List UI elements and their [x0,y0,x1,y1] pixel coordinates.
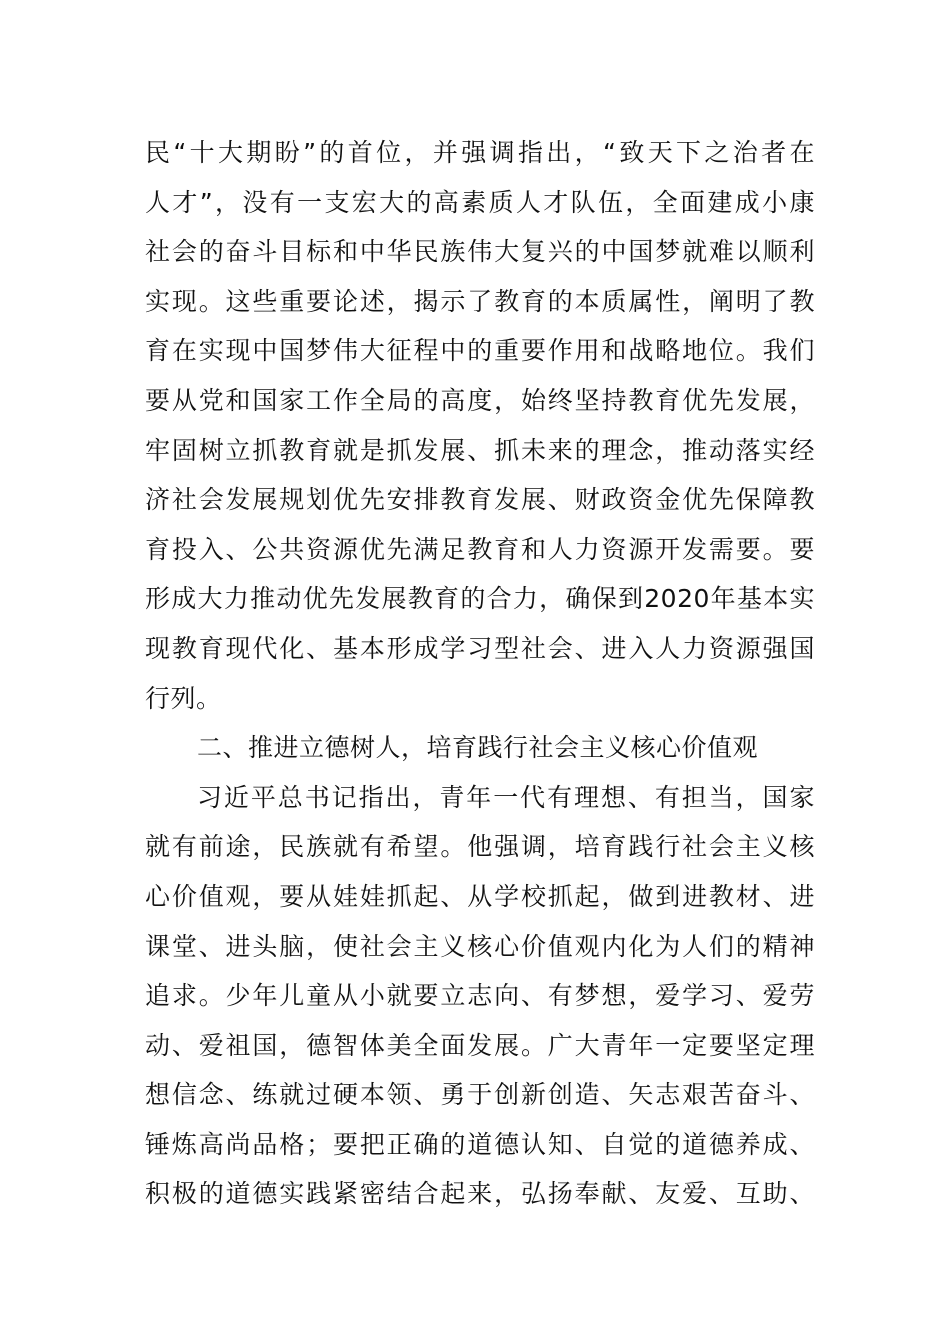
text-line: 育投入、公共资源优先满足教育和人力资源开发需要。要 [145,534,815,564]
text-line: 课堂、进头脑，使社会主义核心价值观内化为人们的精神 [145,931,815,961]
text-line: 追求。少年儿童从小就要立志向、有梦想，爱学习、爱劳 [145,981,815,1011]
text-line: 积极的道德实践紧密结合起来，弘扬奉献、友爱、互助、 [145,1179,815,1209]
text-line: 社会的奋斗目标和中华民族伟大复兴的中国梦就难以顺利 [145,237,815,267]
text-line: 人才”，没有一支宏大的高素质人才队伍，全面建成小康 [145,187,815,217]
document-body [145,128,815,1219]
text-line: 就有前途，民族就有希望。他强调，培育践行社会主义核 [145,832,815,862]
section-heading: 二、推进立德树人，培育践行社会主义核心价值观 [197,733,759,763]
text-line: 想信念、练就过硬本领、勇于创新创造、矢志艰苦奋斗、 [145,1080,815,1110]
text-line: 济社会发展规划优先安排教育发展、财政资金优先保障教 [145,485,815,515]
text-line: 现教育现代化、基本形成学习型社会、进入人力资源强国 [145,633,815,663]
text-line: 心价值观，要从娃娃抓起、从学校抓起，做到进教材、进 [145,881,815,911]
text-line: 实现。这些重要论述，揭示了教育的本质属性，阐明了教 [145,286,815,316]
paragraph-2 [145,773,815,1219]
text-line: 习近平总书记指出，青年一代有理想、有担当，国家 [197,782,815,812]
text-line: 民“十大期盼”的首位，并强调指出，“致天下之治者在 [145,138,815,167]
paragraph-1 [145,128,815,723]
text-line: 育在实现中国梦伟大征程中的重要作用和战略地位。我们 [145,336,815,366]
text-line: 形成大力推动优先发展教育的合力，确保到2020年基本实 [145,584,815,614]
text-line: 要从党和国家工作全局的高度，始终坚持教育优先发展， [145,385,815,415]
text-line: 牢固树立抓教育就是抓发展、抓未来的理念，推动落实经 [145,435,815,465]
text-line: 锤炼高尚品格；要把正确的道德认知、自觉的道德养成、 [145,1129,815,1159]
text-line: 动、爱祖国，德智体美全面发展。广大青年一定要坚定理 [145,1030,815,1060]
text-line: 行列。 [145,683,222,713]
